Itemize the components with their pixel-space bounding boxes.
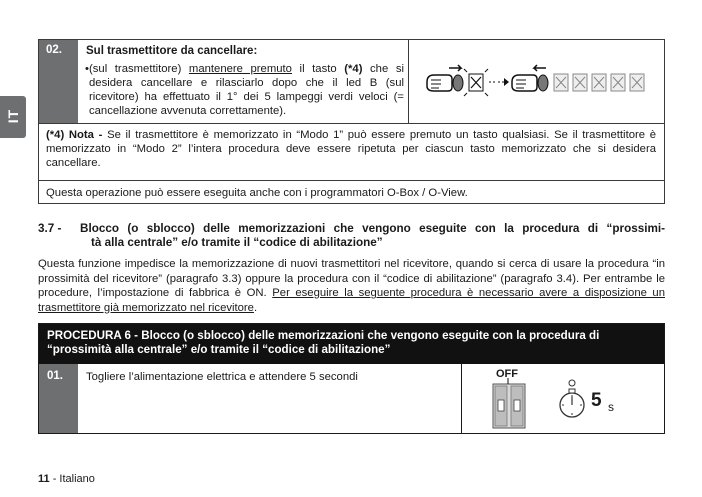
procedure-step-row <box>39 364 664 433</box>
procedure-box <box>38 323 665 434</box>
section-title-line2: tà alla centrale” e/o tramite il “codice di abilitazione” <box>91 236 383 249</box>
step-text-underline: mantenere premuto <box>188 63 292 75</box>
section-number: 3.7 - <box>38 222 62 235</box>
circuit-breaker-icon <box>493 378 525 428</box>
step-text-part3: che si desidera cancellare e rilasciarlo dopo che il led B (sul ricevitore) ha effettuato il 1° dei 5 lampeggi verdi veloci (= cancellazione avvenuta correttamente). <box>89 63 404 117</box>
paragraph-end: . <box>253 301 258 314</box>
step-title: Sul trasmettitore da cancellare: <box>86 45 258 57</box>
procedure-step-number: 01. <box>39 364 78 433</box>
breaker-timer-illustration <box>462 364 664 433</box>
step-number: 02. <box>39 40 78 123</box>
stopwatch-icon <box>560 380 584 417</box>
section-paragraph <box>38 257 665 315</box>
page-footer <box>38 472 95 486</box>
footer-language: Italiano <box>59 473 95 485</box>
led-sequence-illustration <box>409 40 665 123</box>
note-label: (*4) Nota - <box>46 129 108 141</box>
page-number: 11 <box>38 473 50 485</box>
step-text-part2: il tasto <box>291 63 345 75</box>
step-box <box>38 39 665 204</box>
info-row: Questa operazione può essere eseguita anche con i programmatori O-Box / O-View. <box>46 187 468 199</box>
hand-press-icon <box>427 65 463 91</box>
step-row <box>39 40 664 124</box>
procedure-step-text: Togliere l’alimentazione elettrica e attendere 5 secondi <box>86 371 358 383</box>
hand-release-icon <box>512 65 548 91</box>
step-text <box>85 62 404 118</box>
paragraph-text: Questa funzione impedisce la memorizzazione di nuovi trasmettitori nel ricevitore, quando si cerca di usare la procedura “in prossimità del ricevitore” (paragrafo 3.3) oppure la procedura con il “codice di abilitazione” (paragrafo 3.4). Per entrambe le procedure, l’impostazione di fabbrica è ON. <box>38 258 665 299</box>
step-text-part1: (sul trasmettitore) <box>89 63 189 75</box>
timer-value: 5 <box>591 390 602 411</box>
led-on-icon <box>464 69 488 96</box>
power-off-figure <box>462 364 664 433</box>
off-label: OFF <box>496 368 518 380</box>
step-text-bold: (*4) <box>344 63 363 75</box>
procedure-header: PROCEDURA 6 - Blocco (o sblocco) delle memorizzazioni che vengono eseguite con la procedura di “prossimità alla centrale” e/o tramite il “codice di abilitazione” <box>39 324 664 364</box>
note-row <box>39 124 664 181</box>
language-tab-label: IT <box>5 108 21 124</box>
led-blink-icons <box>554 74 644 91</box>
bullet: • <box>85 63 89 75</box>
note-text: Se il trasmettitore è memorizzato in “Modo 1” può essere premuto un tasto qualsiasi. Se il trasmettitore è memorizzato in “Modo 2” l’intera procedura deve essere ripetuta per ciascun tasto memorizzato che si desidera cancellare. <box>46 129 656 169</box>
timer-unit: s <box>608 400 614 414</box>
paragraph-underline: Per eseguire la seguente procedura è necessario avere a disposizione un trasmettitore già memorizzato nel ricevitore <box>38 287 665 314</box>
section-title-line1: Blocco (o sblocco) delle memorizzazioni che vengono eseguite con la procedura di “prossimi- <box>80 222 665 235</box>
led-sequence-diagram <box>408 40 664 123</box>
language-tab <box>0 96 26 138</box>
footer-separator: - <box>49 473 60 485</box>
